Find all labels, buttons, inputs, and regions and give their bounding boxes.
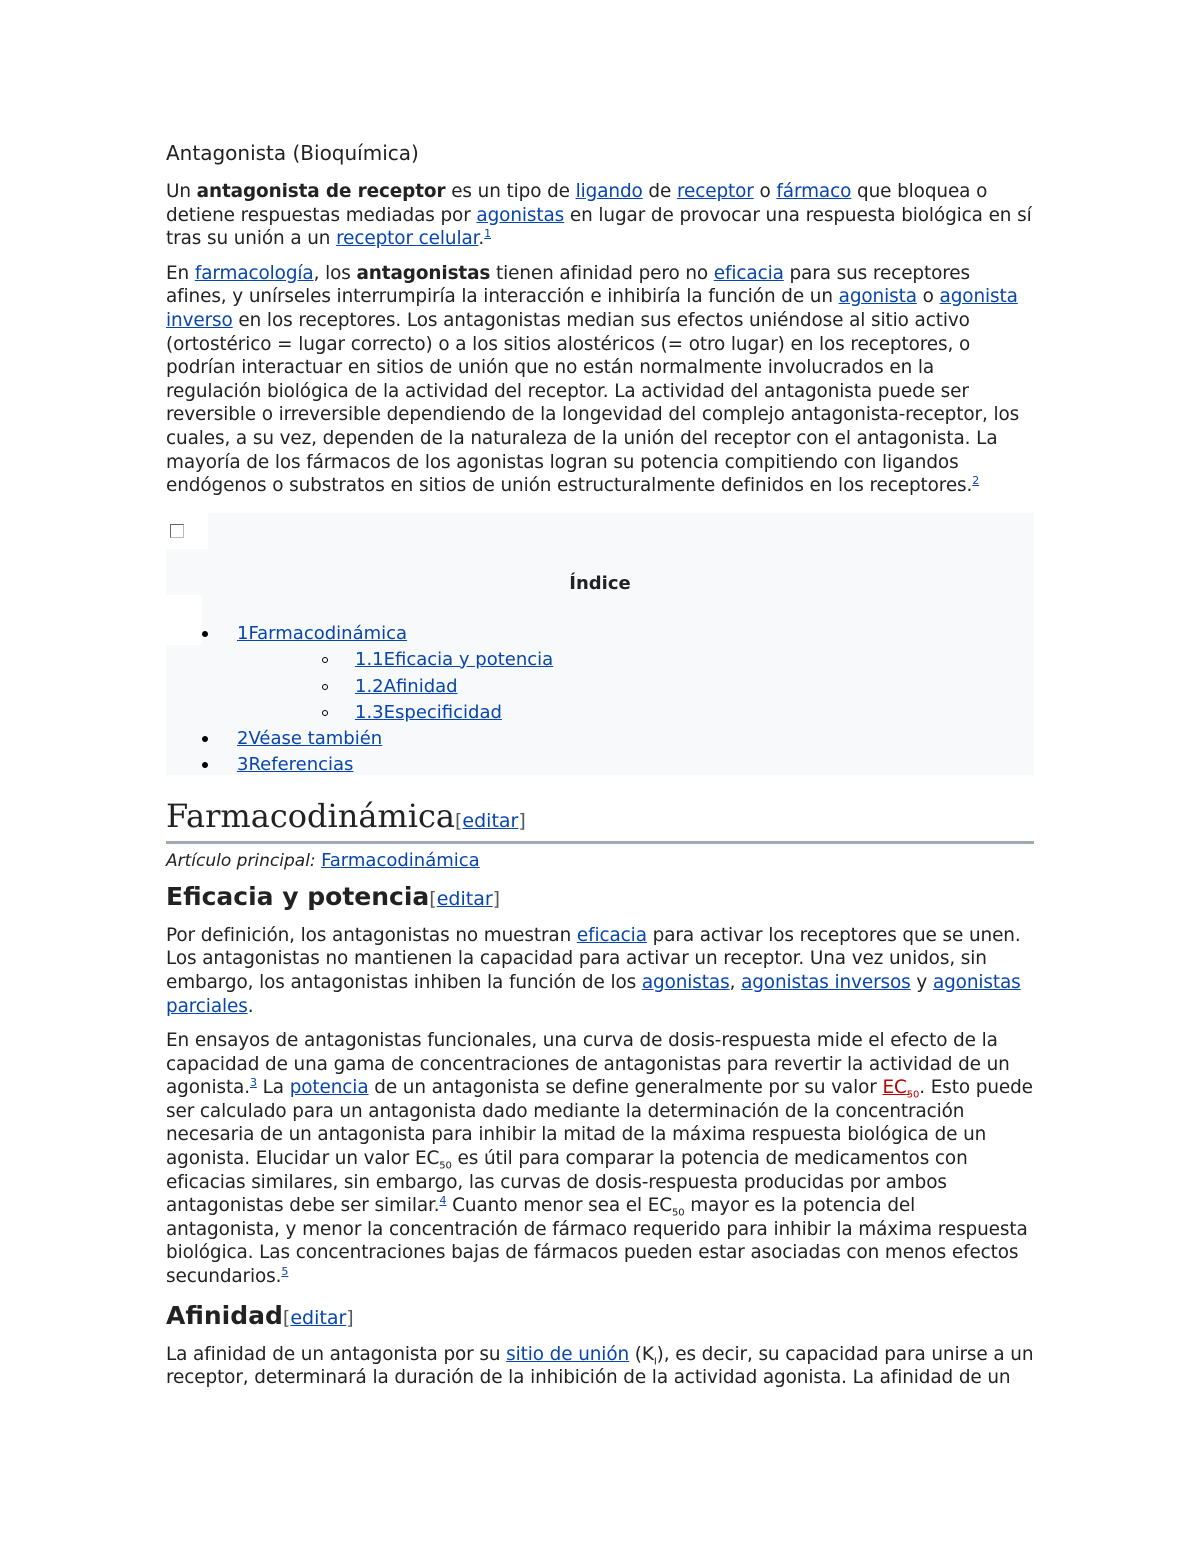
reference-4[interactable]: 4	[439, 1194, 447, 1208]
text: La	[256, 1077, 290, 1099]
link-eficacia[interactable]: eficacia	[713, 262, 784, 284]
main-article-label: Artículo principal:	[166, 850, 322, 871]
link-receptor-celular[interactable]: receptor celular	[336, 228, 479, 250]
circle-bullet-icon	[322, 710, 328, 716]
link-agonistas-inversos[interactable]: agonistas inversos	[741, 971, 911, 993]
toc-spacer	[166, 595, 202, 645]
bold-term: antagonistas	[356, 262, 491, 284]
subscript: 50	[672, 1207, 685, 1219]
section-heading-farmacodinamica	[166, 797, 1034, 844]
main-article-note	[166, 849, 1034, 873]
link-agonista[interactable]: agonista	[838, 286, 917, 308]
link-agonistas-parciales[interactable]: agonistas parciales	[166, 971, 1021, 1017]
toc-item-eficacia-potencia[interactable]: 1.1Eficacia y potencia	[355, 648, 554, 670]
text: de un antagonista se define generalmente por su valor	[368, 1077, 883, 1099]
link-sitio-de-union[interactable]: sitio de unión	[506, 1343, 630, 1365]
text: mayor es la potencia del antagonista, y menor la concentración de fármaco requerido para inhibir la máxima respuesta biológica. Las concentraciones bajas de fármacos pueden estar asociadas con menos efectos secundarios.	[166, 1195, 1028, 1288]
bullet-icon	[202, 736, 208, 742]
reference-2[interactable]: 2	[972, 474, 980, 487]
document-content	[166, 140, 1034, 1401]
text: en lugar de provocar una respuesta biológica en sí tras su unión a un	[166, 204, 1032, 250]
text: En ensayos de antagonistas funcionales, una curva de dosis-respuesta mide el efecto de la capacidad de una gama de concentraciones de antagonistas para revertir la actividad de un agonista.	[166, 1030, 1010, 1099]
circle-bullet-icon	[322, 684, 328, 690]
text: tienen afinidad pero no	[490, 262, 714, 284]
reference-1[interactable]: 1	[484, 227, 492, 241]
text: que bloquea o detiene respuestas mediadas por	[166, 181, 988, 226]
intro-paragraph	[166, 180, 1034, 251]
link-ec50[interactable]: $EC_{50}$	[882, 1077, 920, 1101]
text: En	[166, 262, 195, 284]
text: ,	[729, 971, 742, 993]
text: para activar los receptores que se unen. Los antagonistas no mantienen la capacidad para activar un receptor. Una vez unidos, sin embargo, los antagonistas inhiben la función de los	[166, 924, 1021, 993]
link-agonistas[interactable]: agonistas	[641, 971, 730, 993]
link-eficacia[interactable]: eficacia	[576, 924, 647, 946]
text: para sus receptores afines, y unírseles interrumpiría la interacción e inhibiría la función de un	[166, 262, 970, 308]
text: La afinidad de un antagonista por su	[166, 1343, 507, 1365]
toc-toggle-checkbox[interactable]	[170, 524, 184, 538]
text: o	[916, 286, 940, 308]
text: y	[910, 971, 933, 993]
edit-section-link[interactable]: [editar]	[282, 1306, 354, 1329]
text: Por definición, los antagonistas no muestran	[166, 924, 577, 946]
toc-item-referencias[interactable]: 3Referencias	[237, 753, 354, 775]
toc-item-vease-tambien[interactable]: 2Véase también	[237, 727, 383, 749]
link-agonista-inverso[interactable]: agonista inverso	[166, 286, 1018, 331]
circle-bullet-icon	[322, 657, 328, 663]
text: Un	[166, 181, 197, 202]
edit-section-link[interactable]: [editar]	[455, 809, 526, 832]
text: .	[478, 228, 485, 250]
text: es útil para comparar la potencia de medicamentos con eficacias similares, sin embargo, las curvas de dosis-respuesta producidas por ambos antagonistas debe ser similar.	[166, 1148, 968, 1217]
section-heading-eficacia	[166, 881, 1034, 915]
subscript: I	[653, 1356, 657, 1368]
link-potencia[interactable]: potencia	[289, 1077, 369, 1099]
text: .	[247, 995, 254, 1017]
reference-5[interactable]: 5	[281, 1264, 289, 1278]
link-farmacologia[interactable]: farmacología	[194, 262, 314, 284]
text: de	[642, 181, 677, 202]
reference-3[interactable]: 3	[249, 1076, 257, 1090]
toc-item-farmacodinamica[interactable]: 1Farmacodinámica	[237, 622, 408, 644]
text: ), es decir, su capacidad para unirse a un receptor, determinará la duración de la inhibición de la actividad agonista. La afinidad de un	[166, 1343, 1034, 1389]
toc-title: Índice	[569, 572, 631, 594]
paragraph-afinidad	[166, 1343, 1034, 1390]
text: es un tipo de	[445, 181, 576, 202]
link-main-article[interactable]: Farmacodinámica	[321, 849, 480, 871]
text: (K	[629, 1343, 654, 1365]
bold-term: antagonista de receptor	[196, 181, 446, 202]
text: . Esto puede ser calculado para un antagonista dado mediante la determinación de la concentración necesaria de un antagonista para inhibir la mitad de la máxima respuesta biológica de un agonista. Elucidar un valor EC	[166, 1077, 1033, 1170]
edit-section-link[interactable]: [editar]	[429, 887, 501, 910]
subscript: 50	[439, 1160, 452, 1172]
document-title: Antagonista (Bioquímica)	[166, 141, 419, 165]
section-heading-afinidad	[166, 1300, 1034, 1334]
bullet-icon	[202, 762, 208, 768]
text: en los receptores. Los antagonistas median sus efectos uniéndose al sitio activo (ortostérico = lugar correcto) o a los sitios alostéricos (= otro lugar) en los receptores, o podrían interactuar en sitios de unión que no están normalmente involucrados en la regulación biológica de la actividad del receptor. La actividad del antagonista puede ser reversible o irreversible dependiendo de la longevidad del complejo antagonista-receptor, los cuales, a su vez, dependen de la naturaleza de la unión del receptor con el antagonista. La mayoría de los fármacos de los agonistas logran su potencia compitiendo con ligandos endógenos o substratos en sitios de unión estructuralmente definidos en los receptores.	[166, 309, 1020, 497]
link-farmaco[interactable]: fármaco	[776, 181, 852, 202]
link-receptor[interactable]: receptor	[676, 181, 754, 202]
toc-item-afinidad[interactable]: 1.2Afinidad	[355, 675, 458, 697]
text: o	[753, 181, 777, 202]
link-agonistas[interactable]: agonistas	[476, 204, 565, 226]
bullet-icon	[202, 631, 208, 637]
paragraph-eficacia-1	[166, 924, 1034, 1018]
text: , los	[313, 262, 357, 284]
heading-text: Eficacia y potencia	[166, 881, 430, 911]
paragraph-eficacia-2	[166, 1029, 1034, 1289]
link-ligando[interactable]: ligando	[575, 181, 643, 202]
table-of-contents	[166, 513, 1034, 775]
toc-toggle-area	[166, 513, 208, 549]
text: Cuanto menor sea el EC	[446, 1195, 673, 1217]
paragraph-pharmacology	[166, 262, 1034, 498]
toc-item-especificidad[interactable]: 1.3Especificidad	[355, 701, 502, 723]
heading-text: Afinidad	[166, 1300, 283, 1330]
heading-text: Farmacodinámica	[166, 796, 455, 835]
